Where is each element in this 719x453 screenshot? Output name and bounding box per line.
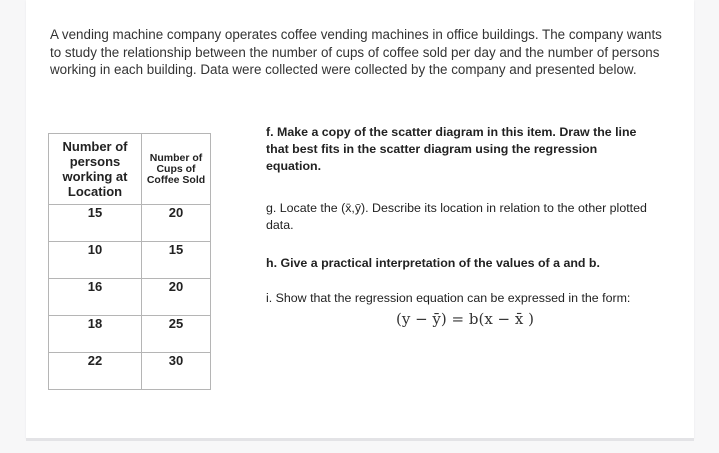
- cell-persons: 16: [49, 279, 142, 316]
- cell-cups: 30: [142, 353, 211, 390]
- cell-cups: 25: [142, 316, 211, 353]
- table-row: [49, 316, 211, 353]
- cell-cups: 15: [142, 242, 211, 279]
- header-cups: Number of Cups of Coffee Sold: [142, 134, 211, 205]
- table-row: [49, 205, 211, 242]
- header-persons: Number of persons working at Location: [49, 134, 142, 205]
- cell-cups: 20: [142, 279, 211, 316]
- cell-cups: 20: [142, 205, 211, 242]
- question-f: f. Make a copy of the scatter diagram in this item. Draw the line that best fits in the scatter diagram using the regression equation.: [266, 125, 637, 173]
- question-i: i. Show that the regression equation can be expressed in the form:: [266, 291, 631, 305]
- table-row: [49, 279, 211, 316]
- table-row: [49, 242, 211, 279]
- data-table: [48, 133, 211, 390]
- cell-persons: 18: [49, 316, 142, 353]
- question-h: h. Give a practical interpretation of the values of a and b.: [266, 256, 600, 270]
- card-bottom-border: [26, 438, 694, 441]
- intro-paragraph: A vending machine company operates coffee vending machines in office buildings. The company wants to study the relationship between the number of cups of coffee sold per day and the number of persons working in each building. Data were collected were collected by the company and presented below.: [50, 27, 662, 77]
- table-row: [49, 353, 211, 390]
- question-card: [26, 0, 694, 438]
- question-g: g. Locate the (x̄,ȳ). Describe its location in relation to the other plotted data.: [266, 201, 647, 232]
- regression-equation: (y − ȳ) = b(x − x̄ ): [396, 310, 534, 328]
- cell-persons: 15: [49, 205, 142, 242]
- cell-persons: 10: [49, 242, 142, 279]
- table-header-row: [49, 134, 211, 205]
- cell-persons: 22: [49, 353, 142, 390]
